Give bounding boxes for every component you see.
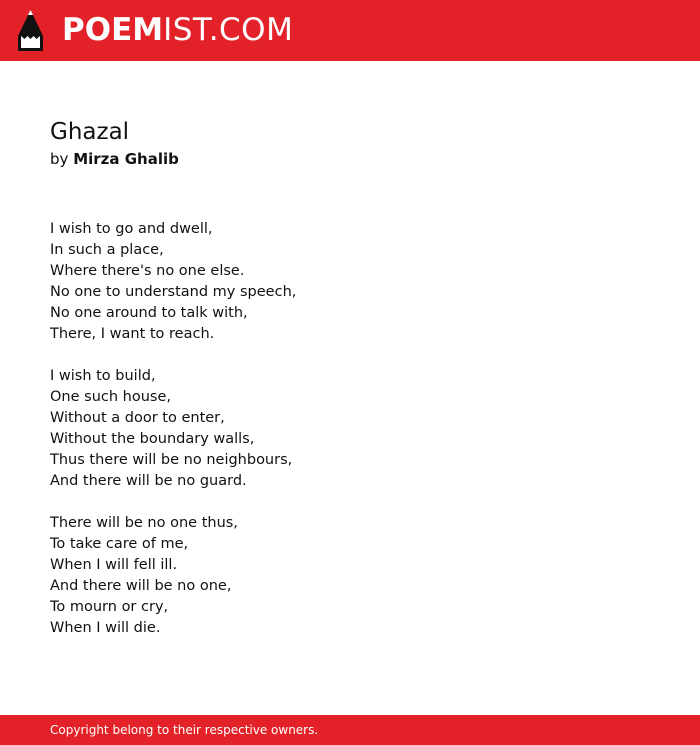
- site-header: [0, 0, 700, 61]
- site-footer: [0, 715, 700, 745]
- poem-line: Thus there will be no neighbours,: [50, 452, 293, 468]
- poem-line: I wish to build,: [50, 368, 156, 384]
- poem-line: Where there's no one else.: [50, 263, 245, 279]
- author-name[interactable]: Mirza Ghalib: [73, 150, 179, 168]
- poem-line: To mourn or cry,: [50, 599, 169, 615]
- logo-light-text: IST.COM: [163, 12, 294, 48]
- poem-line: And there will be no guard.: [50, 473, 247, 489]
- poem-line: Without a door to enter,: [50, 410, 225, 426]
- stanza-3: [50, 513, 296, 639]
- stanza-2: [50, 366, 296, 492]
- copyright-notice: Copyright belong to their respective owners.: [50, 723, 319, 737]
- byline: [50, 149, 179, 169]
- poem-line: No one around to talk with,: [50, 305, 248, 321]
- poem-title: Ghazal: [50, 119, 130, 145]
- poem-line: When I will die.: [50, 620, 161, 636]
- poem-body: [50, 219, 296, 660]
- poem-line: One such house,: [50, 389, 171, 405]
- poem-line: Without the boundary walls,: [50, 431, 255, 447]
- pencil-icon[interactable]: [18, 10, 43, 51]
- poem-line: In such a place,: [50, 242, 164, 258]
- poem-line: No one to understand my speech,: [50, 284, 297, 300]
- poem-line: There, I want to reach.: [50, 326, 215, 342]
- poem-line: There will be no one thus,: [50, 515, 238, 531]
- by-label: by: [50, 150, 69, 168]
- logo-bold-text: POEM: [62, 12, 164, 48]
- poem-line: And there will be no one,: [50, 578, 232, 594]
- poem-line: When I will fell ill.: [50, 557, 178, 573]
- poem-line: To take care of me,: [50, 536, 189, 552]
- poem-line: I wish to go and dwell,: [50, 221, 213, 237]
- stanza-1: [50, 219, 296, 345]
- site-logo[interactable]: [62, 12, 293, 48]
